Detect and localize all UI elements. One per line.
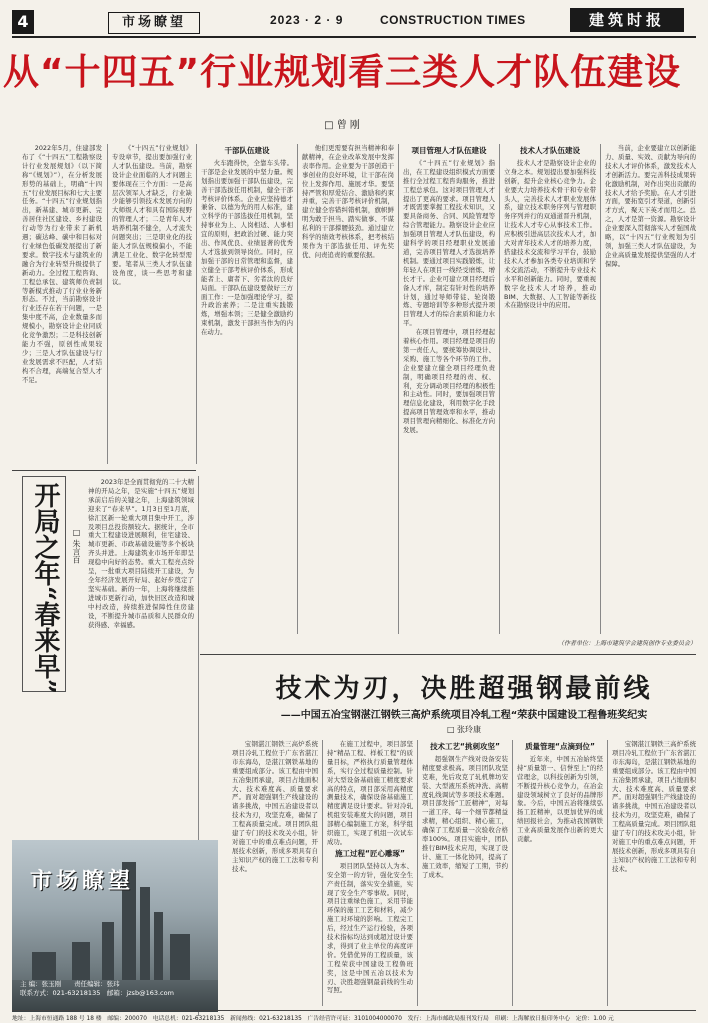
divider	[12, 470, 196, 471]
column-rule	[512, 740, 513, 1006]
column-rule	[417, 740, 418, 1006]
second-article-col-1	[232, 740, 318, 1006]
main-headline: 从“十四五”行业规划看三类人才队伍建设	[2, 52, 682, 93]
main-article-col-3	[201, 144, 293, 634]
section-label: 市场瞭望	[108, 12, 200, 34]
second-subheadline: ——中国五冶宝钢湛江钢铁三高炉系统项目冷轧工程“荣获中国建设工程鲁班奖纪实	[280, 710, 648, 721]
page-number: 4	[12, 10, 34, 34]
second-article-text-3: 超强钢生产线对设备安装精度要求极高。项目团队攻坚克难，先后攻克了轧机牌坊安装、大型液压系统冲洗、高精度轧线调试等多项技术难题。项目部发扬“工匠精神”，对每一道工序、每一个细节都精益求精，精心组织、精心施工，确保了工程质量一次验收合格率100%。项目实施中，团队推行BIM技术应用，实现了设计、施工一体化协同，提高了施工效率，缩短了工期，节约了成本。	[422, 754, 508, 879]
second-article-col-4	[517, 740, 603, 1006]
column-rule	[398, 144, 399, 634]
column-rule	[297, 144, 298, 634]
section-heading: 技术工艺“挑刺攻坚”	[430, 742, 500, 751]
divider	[200, 654, 696, 655]
main-article-text-2: 《“十四五”行业规划》专设章节，提出要加强行业人才队伍建设。当前，勘察设计企业面临的人才问题主要体现在三个方面：一是高层次领军人才缺乏，行业缺少能够引领技术发展方向的大师级人才和具有国际视野的管理人才；二是青年人才培养机制不健全，人才流失问题突出；三是职业化的技能人才队伍规模偏小，不能满足工业化、数字化转型需要。笔者从三类人才队伍建设角度，谈一些思考和建议。	[112, 144, 192, 286]
second-article-text-1-continued: 宝钢湛江钢铁三高炉系统项目冷轧工程位于广东省湛江市东海岛，是湛江钢铁基地的重要组成部分。该工程由中国五冶集团承建，项目占地面积大、技术难度高、质量要求严。面对超强钢生产线建设的诸多挑战，中国五冶建设者以技术为刃，攻坚克难，确保了工程高质量完成。项目团队组建了专门的技术攻关小组，针对施工中的重点难点问题，开展技术创新，形成多项具有自主知识产权的施工工法和专利技术。	[612, 740, 696, 873]
second-article-col-3	[422, 740, 508, 1006]
main-article-text-5: 《“十四五”行业规划》指出，在工程建设组织模式方面要推行全过程工程咨询服务，推进工程总承包。这对项目管理人才提出了更高的要求。项目管理人才既需要掌握工程技术知识，又要具备商务、合同、风险管理等综合管理能力。勘察设计企业应加强项目管理人才队伍建设，构建科学的项目经理职业发展通道，完善项目管理人才选拔培养机制。要通过项目实践锻炼，让年轻人在项目一线经受磨炼、增长才干。企业可建立项目经理后备人才库，制定有针对性的培养计划，通过导师带徒、轮岗锻炼、专题培训等多种形式提升项目管理人才的综合素质和能力水平。	[403, 158, 495, 328]
photo-title: 市场瞭望	[30, 868, 135, 894]
main-article-col-2b	[112, 144, 192, 464]
second-headline: 技术为刃，决胜超强钢最前线	[275, 674, 653, 704]
column-rule	[607, 740, 608, 1006]
column-rule	[499, 144, 500, 634]
section-heading: 质量管理“点滴到位”	[525, 742, 595, 751]
main-article-text-4: 他们更需要有担当精神和奉献精神，在企业改革发展中发挥表率作用。企业要为干部创造干事创业的良好环境，让干部在岗位上发挥作用、施展才华。要坚持严管和厚爱结合、激励和约束并重，完善干部考核评价机制，建立健全容错纠错机制，旗帜鲜明为敢于担当、踏实做事、不谋私利的干部撑腰鼓劲。通过建立科学的绩效考核体系，把考核结果作为干部选拔任用、评先奖优、问责追责的重要依据。	[302, 144, 394, 259]
section-heading: 施工过程“匠心雕琢”	[335, 848, 405, 858]
main-article-text-7: 技术人才是勘察设计企业的立身之本。规划提出要加强科技创新，提升企业核心竞争力。企业要大力培养技术骨干和专业带头人，完善技术人才职业发展体系，建立技术职务序列与管理职务序列并行的双通道晋升机制，让技术人才专心从事技术工作。应积极引进高层次技术人才，加大对青年技术人才的培养力度，搭建技术交流和学习平台，鼓励技术人才参加各类专业培训和学术交流活动，不断提升专业技术水平和创新能力。同时，要重视数字化技术人才培养，推动BIM、大数据、人工智能等新技术在勘察设计中的应用。	[504, 158, 596, 310]
masthead	[12, 8, 696, 38]
sidebar-author: □ 朱言百	[72, 528, 81, 564]
section-heading: 技术人才队伍建设	[520, 146, 580, 155]
sidebar-title: 开局之年“春来早”	[30, 482, 60, 694]
column-rule	[322, 740, 323, 1006]
skyscraper-shape	[154, 912, 163, 982]
column-rule	[600, 144, 601, 634]
skyscraper-shape	[170, 934, 190, 982]
paper-name-en: CONSTRUCTION TIMES	[380, 13, 526, 27]
editor-credits: 主 编：张玉刚 责任编辑：张玮 联系方式：021-63218135 邮箱：jzsb@163.com	[20, 980, 174, 997]
author-note: （作者单位：上海市建筑学会建筑创作专业委员会）	[557, 640, 696, 647]
skyscraper-shape	[72, 942, 90, 982]
column-rule	[196, 144, 197, 464]
second-byline: □ 张玲康	[446, 725, 482, 734]
sidebar-body	[88, 478, 194, 834]
main-article-col-4	[302, 144, 394, 634]
second-article-text-2: 在施工过程中，项目部坚持“精品工程、样板工程”的质量目标，严格执行质量管理体系，实行全过程质量控制。针对大型设备基础施工精度要求高的特点，项目部采用高精度测量技术，确保设备基础施工精度满足设计要求。针对冷轧机组安装难度大的问题，项目部精心编制施工方案，科学组织施工，实现了机组一次试车成功。	[327, 740, 413, 846]
main-article-text-3: 火车跑得快，全靠车头带。干部是企业发展的中坚力量。规划指出要加强干部队伍建设，完善干部选拔任用机制，健全干部考核评价体系。企业应坚持德才兼备、以德为先的用人标准，建立科学的干部选拔任用机制，坚持事业为上、人岗相适、人事相宜的原则，把政治过硬、能力突出、作风优良、业绩显著的优秀人才选拔到领导岗位。同时，应加强干部的日常管理和监督，建立健全干部考核评价体系，形成能者上、庸者下、劣者汰的良好局面。干部队伍建设要做好三方面工作：一是加强理论学习，提升政治素养；二是注重实践锻炼，增强本领；三是健全激励约束机制，激发干部担当作为的内在动力。	[201, 158, 293, 337]
main-article-text-6: 在项目管理中，项目经理起着核心作用。项目经理是项目的第一责任人，要统筹协调设计、采购、施工等各个环节的工作。企业要建立健全项目经理负责制，明确项目经理的责、权、利，充分调动项目经理的积极性和主动性。同时，要加强项目管理信息化建设，利用数字化手段提高项目管理效率和水平，推动项目管理向精细化、标准化方向发展。	[403, 328, 495, 435]
sidebar-body-text: 2023年是全面贯彻党的二十大精神的开局之年，是实施“十四五”规划承前启后的关键之年，上海建筑领域迎来了“春来早”。1月3日至1月底，徐汇区新一轮重大项目集中开工，涉及项目总投资额较大。据统计，全市重大工程建设进展顺利，住宅建设、城市更新、市政基础设施等多个板块齐头并进。上海建筑业市场开年即呈现稳中向好的态势。重大工程亮点纷呈，一批重大项目陆续开工建设，为全年经济发展开好局、起好步奠定了坚实基础。新的一年，上海将继续推进城市更新行动，加快旧区改造和城中村改造，持续推进保障性住房建设，不断提升城市品质和人民群众的获得感、幸福感。	[88, 478, 194, 629]
second-article-text-5: 近年来，中国五冶始终坚持“质量第一、信誉至上”的经营理念，以科技创新为引领，不断提升核心竞争力，在冶金建设领域树立了良好的品牌形象。今后，中国五冶将继续弘扬工匠精神，以更加优异的成绩回报社会，为推动我国钢铁工业高质量发展作出新的更大贡献。	[517, 754, 603, 844]
second-article-text-4: 项目团队坚持以人为本、安全第一的方针，强化安全生产责任制，落实安全措施，实现了安全生产零事故。同时，项目注重绿色施工，采用节能环保的施工工艺和材料，减少施工对环境的影响。工程完工后，经过生产运行检验，各项技术指标均达到或超过设计要求，得到了业主单位的高度评价。凭借优异的工程质量，该工程荣获中国建设工程鲁班奖，这是中国五冶以技术为刃、决胜超强钢最前线的生动写照。	[327, 861, 413, 995]
main-article-col-1	[22, 144, 102, 464]
issue-date: 2023 · 2 · 9	[270, 13, 344, 27]
skyscraper-shape	[140, 887, 150, 982]
section-heading: 项目管理人才队伍建设	[411, 146, 487, 155]
footer-info: 地址：上海市恒通路 188 号 18 楼 邮编：200070 电话总机：021-63218135 新闻热线：021-63218135 广告经营许可证：3101004000070 发行：上海市邮政局报刊发行局 印刷：上海解放日报印务中心 定价：1.00 元	[12, 1010, 696, 1022]
main-article-text-1: 2022年5月，住建部发布了《“十四五”工程勘察设计行业发展规划》（以下简称“《规划》”），在分析发展形势的基础上，明确“十四五”行业发展目标和七大主要任务。“十四五”行业规划指出，新基建、城市更新、完善居住社区建设、乡村建设行动等为行业带来了新机遇；碳达峰、碳中和目标对行业绿色低碳发展提出了新要求。数字技术与建筑业的融合为行业转型升级提供了新动力。全过程工程咨询、工程总承包、建筑师负责制等新模式推动了行业业务新形态。不过，当前勘察设计行业还存在若干问题，一是集中度不高，企业数量多而规模小，勘察设计企业同质化竞争激烈；二是科技创新能力不强，原创性成果较少；三是人才队伍建设与行业发展需求不匹配，人才结构不合理，高端复合型人才不足。	[22, 144, 102, 384]
paper-logo: 建筑时报	[570, 8, 684, 32]
second-article-text-1: 宝钢湛江钢铁三高炉系统项目冷轧工程位于广东省湛江市东海岛，是湛江钢铁基地的重要组成部分。该工程由中国五冶集团承建，项目占地面积大、技术难度高、质量要求严。面对超强钢生产线建设的诸多挑战，中国五冶建设者以技术为刃，攻坚克难，确保了工程高质量完成。项目团队组建了专门的技术攻关小组，针对施工中的重点难点问题，开展技术创新，形成多项具有自主知识产权的施工工法和专利技术。	[232, 740, 318, 873]
main-byline: □ 曾 刚	[324, 120, 360, 131]
section-heading: 干部队伍建设	[224, 146, 270, 155]
column-rule	[107, 144, 108, 464]
main-article-col-8	[605, 144, 696, 634]
main-article-col-5	[403, 144, 495, 634]
second-article-col-2	[327, 740, 413, 1006]
skyscraper-shape	[102, 922, 114, 982]
main-article-col-7	[504, 144, 596, 634]
skyscraper-shape	[32, 952, 56, 982]
second-article-col-5	[612, 740, 696, 1006]
main-article-text-8: 当前，企业要建立以创新能力、质量、实效、贡献为导向的技术人才评价体系，激发技术人才创新活力。要完善科技成果转化激励机制，对作出突出贡献的技术人才给予奖励。在人才引进方面，要拓宽引才渠道，创新引才方式，聚天下英才而用之。总之，人才是第一资源。勘察设计企业要深入贯彻落实人才强国战略，以“十四五”行业规划为引领，加强三类人才队伍建设，为企业高质量发展提供坚强的人才保障。	[605, 144, 696, 268]
